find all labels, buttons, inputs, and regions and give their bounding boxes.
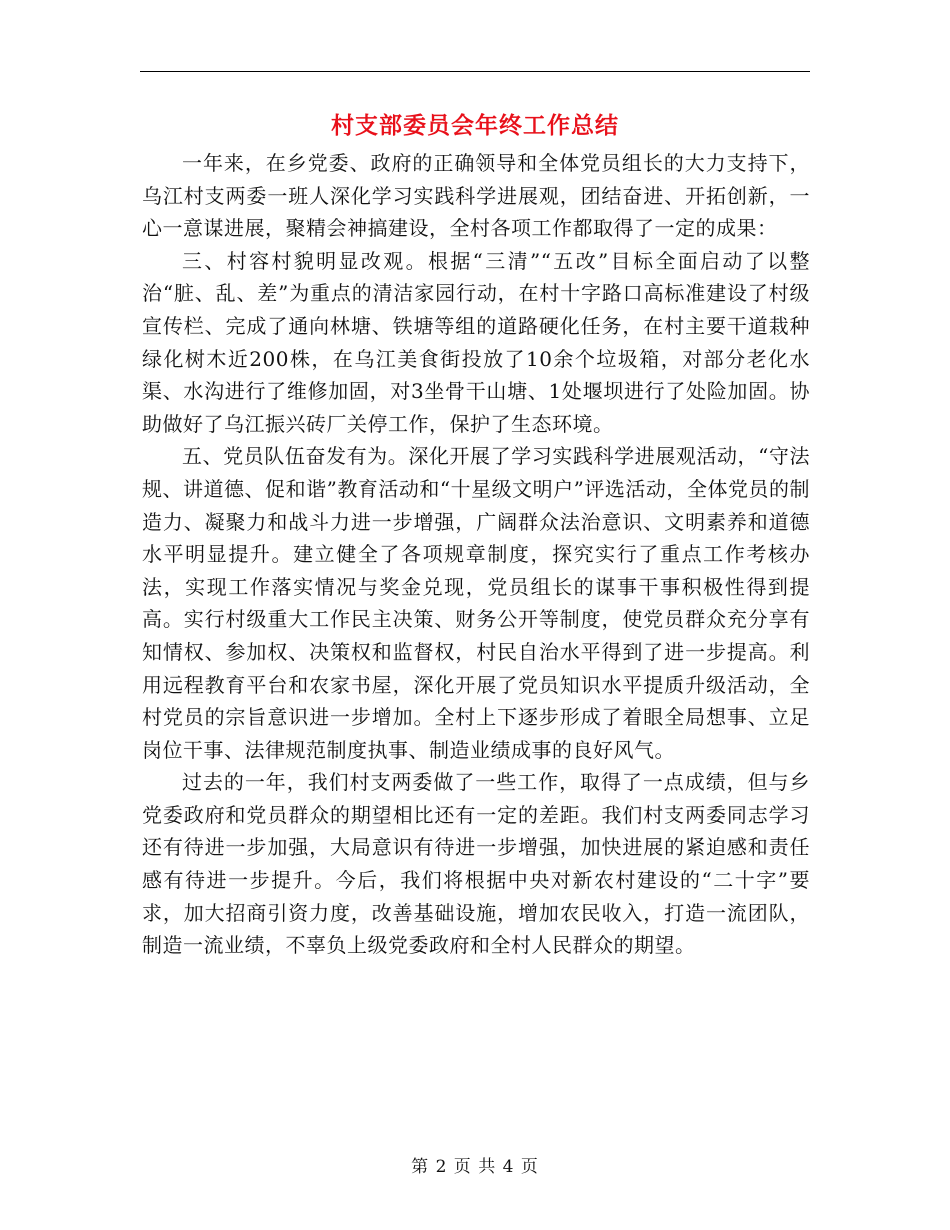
page-number: 第 2 页 共 4 页 [411,1157,539,1177]
paragraph-intro: 一年来，在乡党委、政府的正确领导和全体党员组长的大力支持下，乌江村支两委一班人深化学习实践科学进展观，团结奋进、开拓创新，一心一意谋进展，聚精会神搞建设，全村各项工作都取得了一定的成果： [142,151,810,241]
paragraph-village-appearance: 三、村容村貌明显改观。根据“三清”“五改”目标全面启动了以整治“脏、乱、差”为重点的清洁家园行动，在村十字路口高标准建设了村级宣传栏、完成了通向林塘、铁塘等组的道路硬化任务，在村主要干道栽种绿化树木近200株，在乌江美食街投放了10余个垃圾箱，对部分老化水渠、水沟进行了维修加固，对3坐骨干山塘、1处堰坝进行了处险加固。协助做好了乌江振兴砖厂关停工作，保护了生态环境。 [142,248,810,436]
header-rule [140,71,810,72]
document-title: 村支部委员会年终工作总结 [331,112,619,139]
paragraph-party-members: 五、党员队伍奋发有为。深化开展了学习实践科学进展观活动，“守法规、讲道德、促和谐”教育活动和“十星级文明户”评选活动，全体党员的制造力、凝聚力和战斗力进一步增强，广阔群众法治意识、文明素养和道德水平明显提升。建立健全了各项规章制度，探究实行了重点工作考核办法，实现工作落实情况与奖金兑现，党员组长的谋事干事积极性得到提高。实行村级重大工作民主决策、财务公开等制度，使党员群众充分享有知情权、参加权、决策权和监督权，村民自治水平得到了进一步提高。利用远程教育平台和农家书屋，深化开展了党员知识水平提质升级活动，全村党员的宗旨意识进一步增加。全村上下逐步形成了着眼全局想事、立足岗位干事、法律规范制度执事、制造业绩成事的良好风气。 [142,444,810,762]
paragraph-conclusion: 过去的一年，我们村支两委做了一些工作，取得了一点成绩，但与乡党委政府和党员群众的期望相比还有一定的差距。我们村支两委同志学习还有待进一步加强，大局意识有待进一步增强，加快进展的紧迫感和责任感有待进一步提升。今后，我们将根据中央对新农村建设的“二十字”要求，加大招商引资力度，改善基础设施，增加农民收入，打造一流团队，制造一流业绩，不辜负上级党委政府和全村人民群众的期望。 [142,770,810,958]
document-body [142,147,810,962]
